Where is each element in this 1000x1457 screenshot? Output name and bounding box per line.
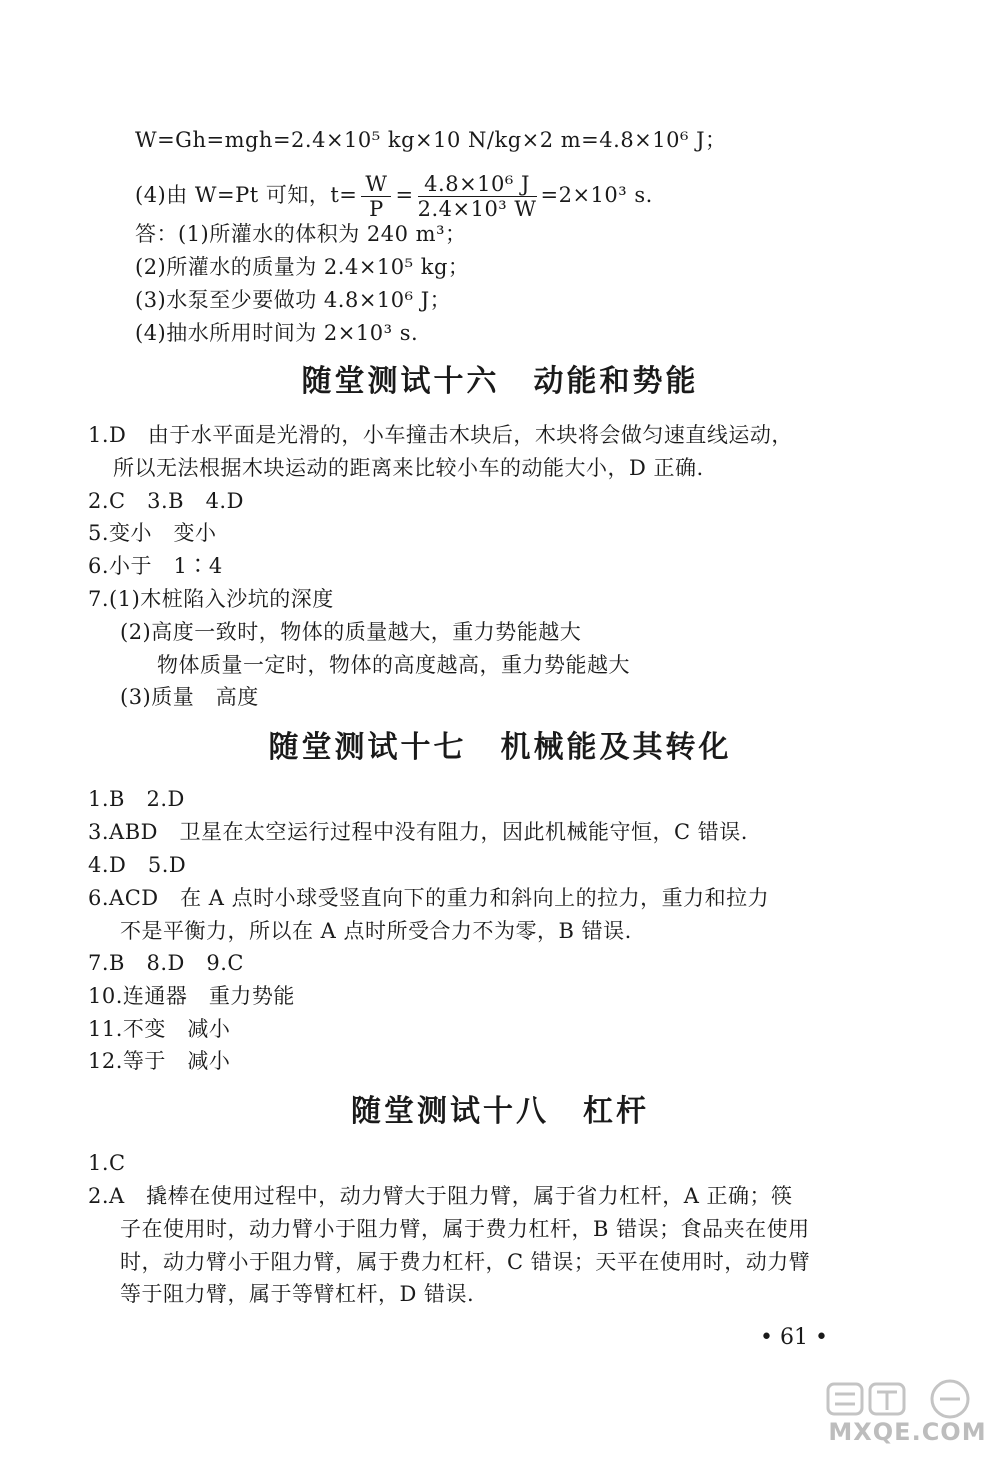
watermark <box>820 1378 995 1450</box>
time-formula-line: (4)由 W=Pt 可知，t= $\frac{W}{P}$ = $\frac{\text{4.8×10⁶ J}}{\text{2.4×10³ W}}$ =2×10³ s. <box>135 172 653 221</box>
answer-line: (3)质量 高度 <box>120 685 259 709</box>
heading-part: 杠杆 <box>583 1094 649 1129</box>
answer-line: 11.不变 减小 <box>88 1017 231 1041</box>
answer-line: 10.连通器 重力势能 <box>88 984 295 1008</box>
answer-line: 5.变小 变小 <box>88 521 217 545</box>
answer-line: (2)所灌水的质量为 2.4×10⁵ kg； <box>135 255 470 279</box>
watermark-logo-icon <box>820 1378 995 1420</box>
answer-line: (3)水泵至少要做功 4.8×10⁶ J； <box>135 288 452 312</box>
heading-part: 动能和势能 <box>533 364 699 399</box>
answer-line: (4)抽水所用时间为 2×10³ s. <box>135 321 419 345</box>
answer-line: 12.等于 减小 <box>88 1049 231 1073</box>
answer-line: 7.(1)木桩陷入沙坑的深度 <box>88 587 334 611</box>
answer-line: 2.C 3.B 4.D <box>88 489 244 513</box>
answer-line: 6.ACD 在 A 点时小球受竖直向下的重力和斜向上的拉力，重力和拉力 <box>88 886 770 910</box>
value-fraction <box>418 172 537 221</box>
answer-line: 时，动力臂小于阻力臂，属于费力杠杆，C 错误；天平在使用时，动力臂 <box>120 1250 811 1274</box>
heading-part: 随堂测试十七 <box>268 730 467 765</box>
watermark-text: MXQE.COM <box>828 1418 987 1446</box>
page-number: • 61 • <box>760 1325 828 1350</box>
answer-line: 2.A 撬棒在使用过程中，动力臂大于阻力臂，属于省力杠杆，A 正确；筷 <box>88 1184 793 1208</box>
heading-part: 机械能及其转化 <box>500 730 732 765</box>
answer-line: 答：(1)所灌水的体积为 240 m³； <box>135 222 467 246</box>
answer-line: 1.D 由于水平面是光滑的，小车撞击木块后，木块将会做匀速直线运动， <box>88 423 793 447</box>
heading-part: 随堂测试十八 <box>351 1094 549 1129</box>
answer-line: 等于阻力臂，属于等臂杠杆，D 错误. <box>120 1282 475 1306</box>
answer-line: 6.小于 1∶4 <box>88 554 223 578</box>
section-heading-18 <box>0 1092 1000 1132</box>
section-heading-17 <box>0 728 1000 768</box>
answer-line: 4.D 5.D <box>88 853 187 877</box>
answer-line: 子在使用时，动力臂小于阻力臂，属于费力杠杆，B 错误；食品夹在使用 <box>120 1217 810 1241</box>
value-denominator: 2.4×10³ W <box>417 197 537 221</box>
answer-line: 不是平衡力，所以在 A 点时所受合力不为零，B 错误. <box>120 919 632 943</box>
time-formula-prefix: (4)由 W=Pt 可知，t= <box>135 183 358 207</box>
answer-line: 3.ABD 卫星在太空运行过程中没有阻力，因此机械能守恒，C 错误. <box>88 820 748 844</box>
value-numerator: 4.8×10⁶ J <box>418 172 537 197</box>
heading-part: 随堂测试十六 <box>301 364 500 399</box>
time-formula-suffix: =2×10³ s. <box>540 183 653 207</box>
answer-line: 所以无法根据木块运动的距离来比较小车的动能大小，D 正确. <box>113 456 704 480</box>
answer-line: 物体质量一定时，物体的高度越高，重力势能越大 <box>157 653 630 677</box>
answer-line: 1.B 2.D <box>88 787 185 811</box>
answer-line: 1.C <box>88 1151 126 1175</box>
answer-line: (2)高度一致时，物体的质量越大，重力势能越大 <box>120 620 582 644</box>
wp-denominator: P <box>369 197 384 221</box>
wp-numerator: W <box>361 172 391 197</box>
section-heading-16 <box>0 362 1000 402</box>
answer-line: 7.B 8.D 9.C <box>88 951 244 975</box>
wp-fraction <box>361 172 391 221</box>
work-formula-line: W=Gh=mgh=2.4×10⁵ kg×10 N/kg×2 m=4.8×10⁶ J； <box>135 128 727 152</box>
